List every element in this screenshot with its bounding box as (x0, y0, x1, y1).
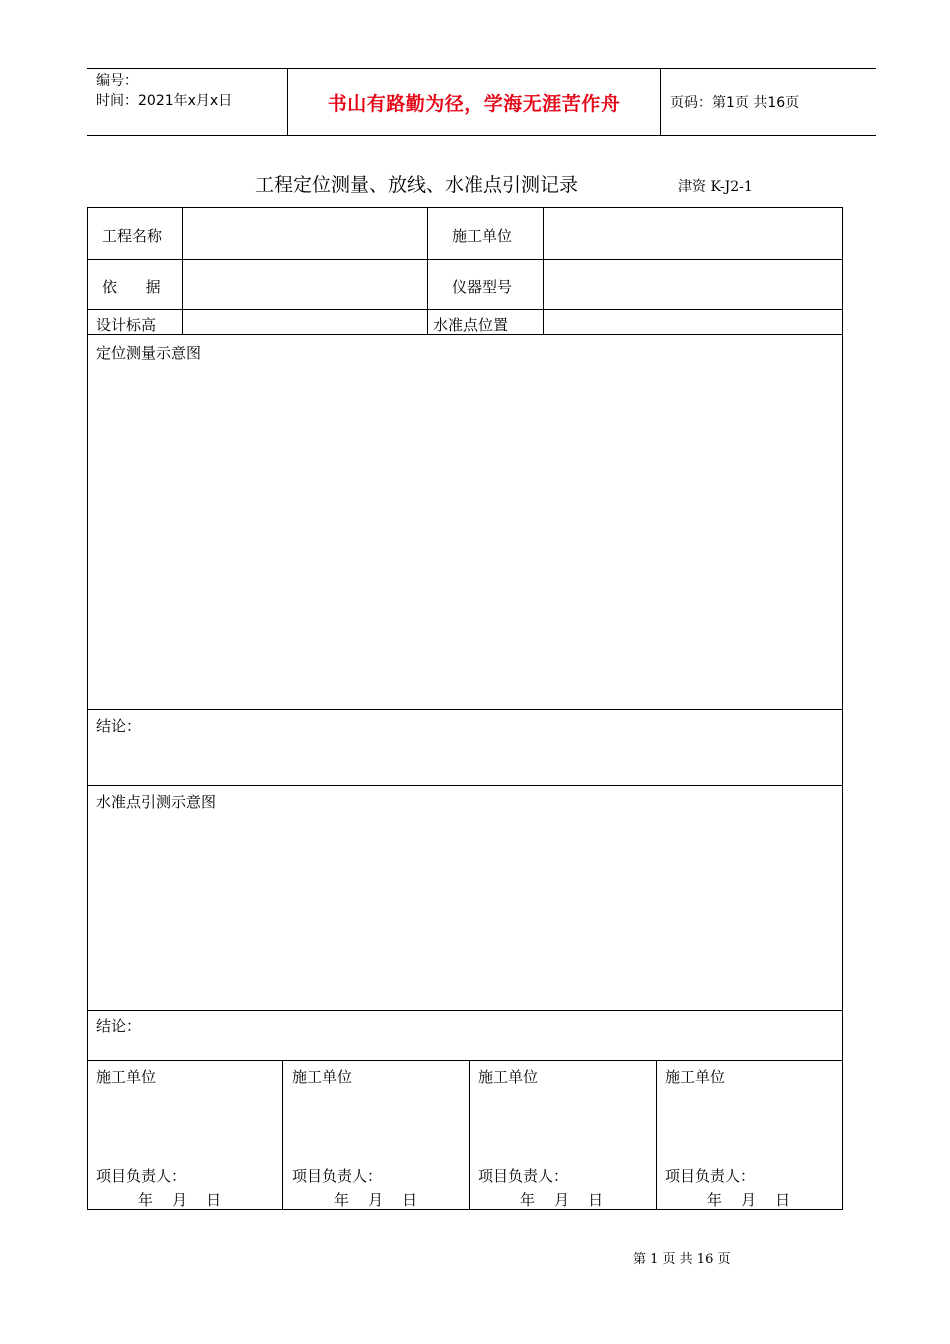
signature-person-label: 项目负责人： (665, 1167, 756, 1185)
footer-page-number: 第 1 页 共 16 页 (633, 1252, 731, 1267)
row-divider (88, 259, 842, 260)
col-divider (469, 1060, 470, 1210)
header-slogan-cell (287, 69, 661, 135)
signature-date: 年 月 日 (334, 1191, 418, 1209)
page-label: 页码：第1页 共16页 (670, 95, 800, 111)
form-code: 津资 K-J2-1 (678, 179, 753, 195)
row-divider (88, 1010, 842, 1011)
header-page-cell (661, 69, 876, 135)
form-title: 工程定位测量、放线、水准点引测记录 (255, 174, 579, 196)
positioning-diagram-label: 定位测量示意图 (96, 344, 202, 362)
benchmark-diagram-label: 水准点引测示意图 (96, 793, 217, 811)
conclusion-label: 结论： (96, 1017, 142, 1035)
time-label: 时间：2021年x月x日 (96, 93, 233, 109)
signature-unit-label: 施工单位 (665, 1068, 726, 1086)
signature-person-label: 项目负责人： (96, 1167, 187, 1185)
col-divider (282, 1060, 283, 1210)
row-divider (88, 309, 842, 310)
signature-unit-label: 施工单位 (292, 1068, 353, 1086)
col-divider (543, 208, 544, 334)
slogan: 书山有路勤为径，学海无涯苦作舟 (327, 92, 621, 115)
col-divider (427, 208, 428, 334)
benchmark-position-label: 水准点位置 (433, 316, 509, 334)
signature-unit-label: 施工单位 (96, 1068, 157, 1086)
design-elevation-label: 设计标高 (96, 316, 157, 334)
signature-unit-label: 施工单位 (478, 1068, 539, 1086)
number-label: 编号： (96, 73, 138, 89)
project-name-label: 工程名称 (102, 227, 163, 245)
col-divider (656, 1060, 657, 1210)
construction-unit-label: 施工单位 (452, 227, 513, 245)
row-divider (88, 709, 842, 710)
signature-date: 年 月 日 (138, 1191, 222, 1209)
signature-date: 年 月 日 (707, 1191, 791, 1209)
row-divider (88, 1060, 842, 1061)
col-divider (182, 208, 183, 334)
header-meta (87, 69, 287, 135)
signature-person-label: 项目负责人： (292, 1167, 383, 1185)
page-header (87, 68, 876, 136)
record-table (87, 207, 843, 1210)
basis-label: 依 据 (102, 278, 161, 296)
instrument-model-label: 仪器型号 (452, 278, 513, 296)
signature-date: 年 月 日 (520, 1191, 604, 1209)
conclusion-label: 结论： (96, 717, 142, 735)
row-divider (88, 785, 842, 786)
signature-person-label: 项目负责人： (478, 1167, 569, 1185)
